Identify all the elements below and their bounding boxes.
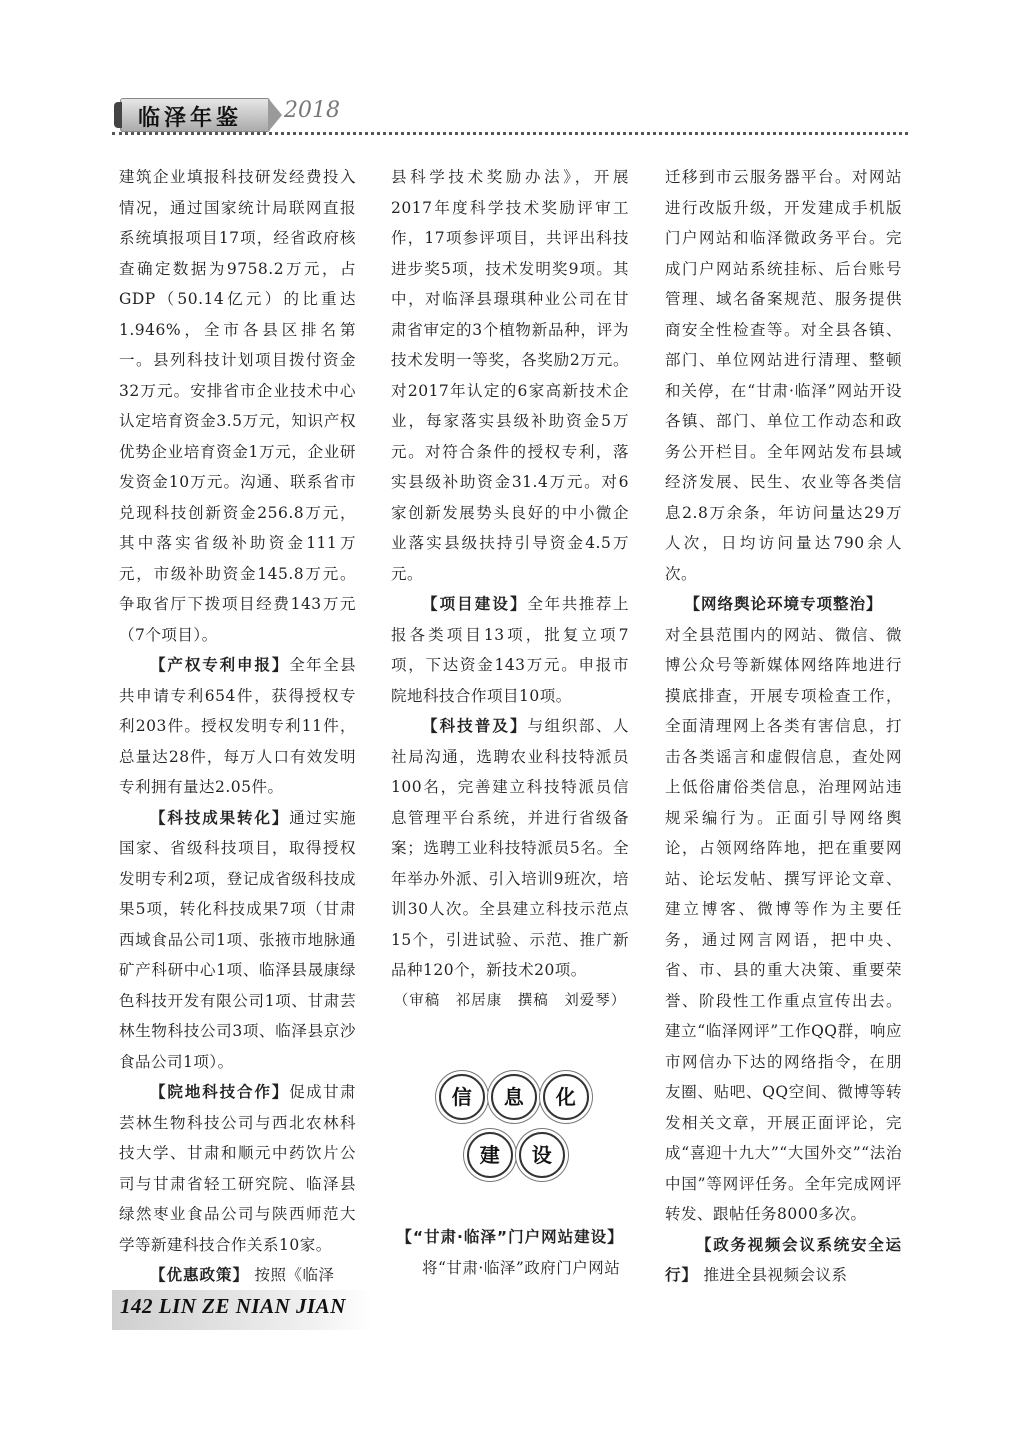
section-text: 对全县范围内的网站、微信、微博公众号等新媒体网络阵地进行摸底排查，开展专项检查工作，全面清理网上各类有害信息，打击各类谣言和虚假信息，查处网上低俗庸俗类信息，治理网站违规采编行为。正面引导网络舆论，占领网络阵地，把在重要网站、论坛发帖、撰写评论文章、建立博客、微博等作为主要任务，通过网言网语，把中央、省、市、县的重大决策、重要荣誉、阶段性工作重点宣传出去。建立“临泽网评”工作QQ群，响应市网信办下达的网络指令，在朋友圈、贴吧、QQ空间、微博等转发相关文章，开展正面评论，完成“喜迎十九大”“大国外交”“法治中国”等网评任务。全年完成网评转发、跟帖任务8000多次。 bbox=[665, 625, 902, 1223]
paragraph bbox=[665, 162, 902, 589]
text-column-1 bbox=[119, 162, 356, 1291]
section-text: 全年全县共申请专利654件，获得授权专利203件。授权发明专利11件，总量达28件，每万人口有效发明专利拥有量达2.05件。 bbox=[119, 656, 356, 796]
page-footer bbox=[112, 1290, 372, 1330]
section-text: 通过实施国家、省级科技项目，取得授权发明专利2项，登记成省级科技成果5项，转化科技成果7项（甘肃西域食品公司1项、张掖市地脉通矿产科研中心1项、临泽县晟康绿色科技开发有限公司1项、甘肃芸林生物科技公司3项、临泽县京沙食品公司1项）。 bbox=[119, 808, 356, 1071]
section-text: 与组织部、人社局沟通，选聘农业科技特派员100名，完善建立科技特派员信息管理平台系统，并进行省级备案；选聘工业科技特派员5名。全年举办外派、引入培训9班次，培训30人次。全县建立科技示范点15个，引进试验、示范、推广新品种120个，新技术20项。 bbox=[391, 717, 629, 979]
section-paragraph bbox=[391, 711, 629, 986]
header-tag-cap bbox=[114, 102, 122, 128]
section-paragraph bbox=[119, 803, 356, 1078]
paragraph-text: 将“甘肃·临泽”政府门户网站 bbox=[422, 1258, 621, 1277]
section-title: 【院地科技合作】 bbox=[150, 1083, 290, 1101]
paragraph-text: 迁移到市云服务器平台。对网站进行改版升级，开发建成手机版门户网站和临泽微政务平台。完成门户网站系统挂标、后台账号管理、域名备案规范、服务提供商安全性检查等。对全县各镇、部门、单位网站进行清理、整顿和关停，在“甘肃·临泽”网站开设各镇、部门、单位工作动态和政务公开栏目。全年网站发布县域经济发展、民生、农业等各类信息2.8万余条，年访问量达29万人次，日均访问量达790余人次。 bbox=[665, 168, 902, 583]
section-text: 促成甘肃芸林生物科技公司与西北农林科技大学、甘肃和顺元中药饮片公司与甘肃省轻工研究院、临泽县绿然枣业食品公司与陕西师范大学等新建科技合作关系10家。 bbox=[119, 1083, 356, 1254]
page-header bbox=[112, 92, 912, 142]
badge-hua: 化 bbox=[543, 1074, 589, 1120]
section-title: 【产权专利申报】 bbox=[150, 656, 290, 674]
section-paragraph bbox=[665, 1230, 902, 1291]
page-number: 142 bbox=[120, 1294, 153, 1318]
section-title: 【科技普及】 bbox=[422, 717, 528, 735]
section-title: 【科技成果转化】 bbox=[150, 808, 290, 827]
text-column-2 bbox=[391, 162, 629, 1283]
section-text: 按照《临泽 bbox=[254, 1266, 335, 1284]
text-column-3 bbox=[665, 162, 902, 1291]
section-paragraph bbox=[391, 589, 629, 711]
section-title-centered: 【“甘肃·临泽”门户网站建设】 bbox=[396, 1228, 624, 1246]
section-title-centered: 【网络舆论环境专项整治】 bbox=[684, 595, 883, 613]
section-text: 推进全县视频会议系 bbox=[703, 1266, 848, 1284]
section-text-paragraph bbox=[665, 620, 902, 1230]
section-title: 【优惠政策】 bbox=[150, 1266, 250, 1284]
badge-xi: 息 bbox=[491, 1074, 537, 1120]
section-paragraph bbox=[119, 1260, 356, 1291]
section-title: 【政务视频会议系统安全运行】 bbox=[665, 1235, 902, 1284]
paragraph-text: 建筑企业填报科技研发经费投入情况，通过国家统计局联网直报系统填报项目17项，经省政府核查确定数据为9758.2万元，占GDP（50.14亿元）的比重达1.946%，全市各县区排名第一。县列科技计划项目拨付资金32万元。安排省市企业技术中心认定培育资金3.5万元，知识产权优势企业培育资金1万元，企业研发资金10万元。沟通、联系省市兑现科技创新资金256.8万元，其中落实省级补助资金111万元，市级补助资金145.8万元。争取省厅下拨项目经费143万元（7个项目）。 bbox=[119, 168, 356, 644]
badge-xin: 信 bbox=[439, 1074, 485, 1120]
paragraph bbox=[391, 1253, 629, 1284]
paragraph bbox=[391, 162, 629, 589]
header-arrow-icon bbox=[268, 98, 282, 132]
section-text: 全年共推荐上报各类项目13项，批复立项7项，下达资金143万元。申报市院地科技合作项目10项。 bbox=[391, 595, 629, 705]
badge-she: 设 bbox=[519, 1132, 565, 1178]
yearbook-year: 2018 bbox=[284, 98, 340, 123]
paragraph-text: 县科学技术奖励办法》，开展2017年度科学技术奖励评审工作，17项参评项目，共评出科技进步奖5项，技术发明奖9项。其中，对临泽县璟琪种业公司在甘肃省审定的3个植物新品种，评为技术发明一等奖，各奖励2万元。对2017年认定的6家高新技术企业，每家落实县级补助资金5万元。对符合条件的授权专利，落实县级补助资金31.4万元。对6家创新发展势头良好的中小微企业落实县级扶持引导资金4.5万元。 bbox=[391, 168, 629, 583]
paragraph bbox=[119, 162, 356, 650]
header-title-tag bbox=[120, 98, 270, 132]
section-badge-group bbox=[391, 1064, 629, 1204]
section-title: 【项目建设】 bbox=[422, 595, 528, 613]
author-credit: （审稿 祁居康 撰稿 刘爱琴） bbox=[393, 992, 627, 1009]
section-paragraph bbox=[119, 650, 356, 803]
footer-title-text: LIN ZE NIAN JIAN bbox=[158, 1294, 346, 1318]
section-paragraph bbox=[119, 1077, 356, 1260]
header-dotted-rule bbox=[112, 132, 908, 135]
yearbook-title: 临泽年鉴 bbox=[138, 106, 243, 131]
footer-running-title bbox=[120, 1294, 346, 1319]
badge-jian: 建 bbox=[467, 1132, 513, 1178]
